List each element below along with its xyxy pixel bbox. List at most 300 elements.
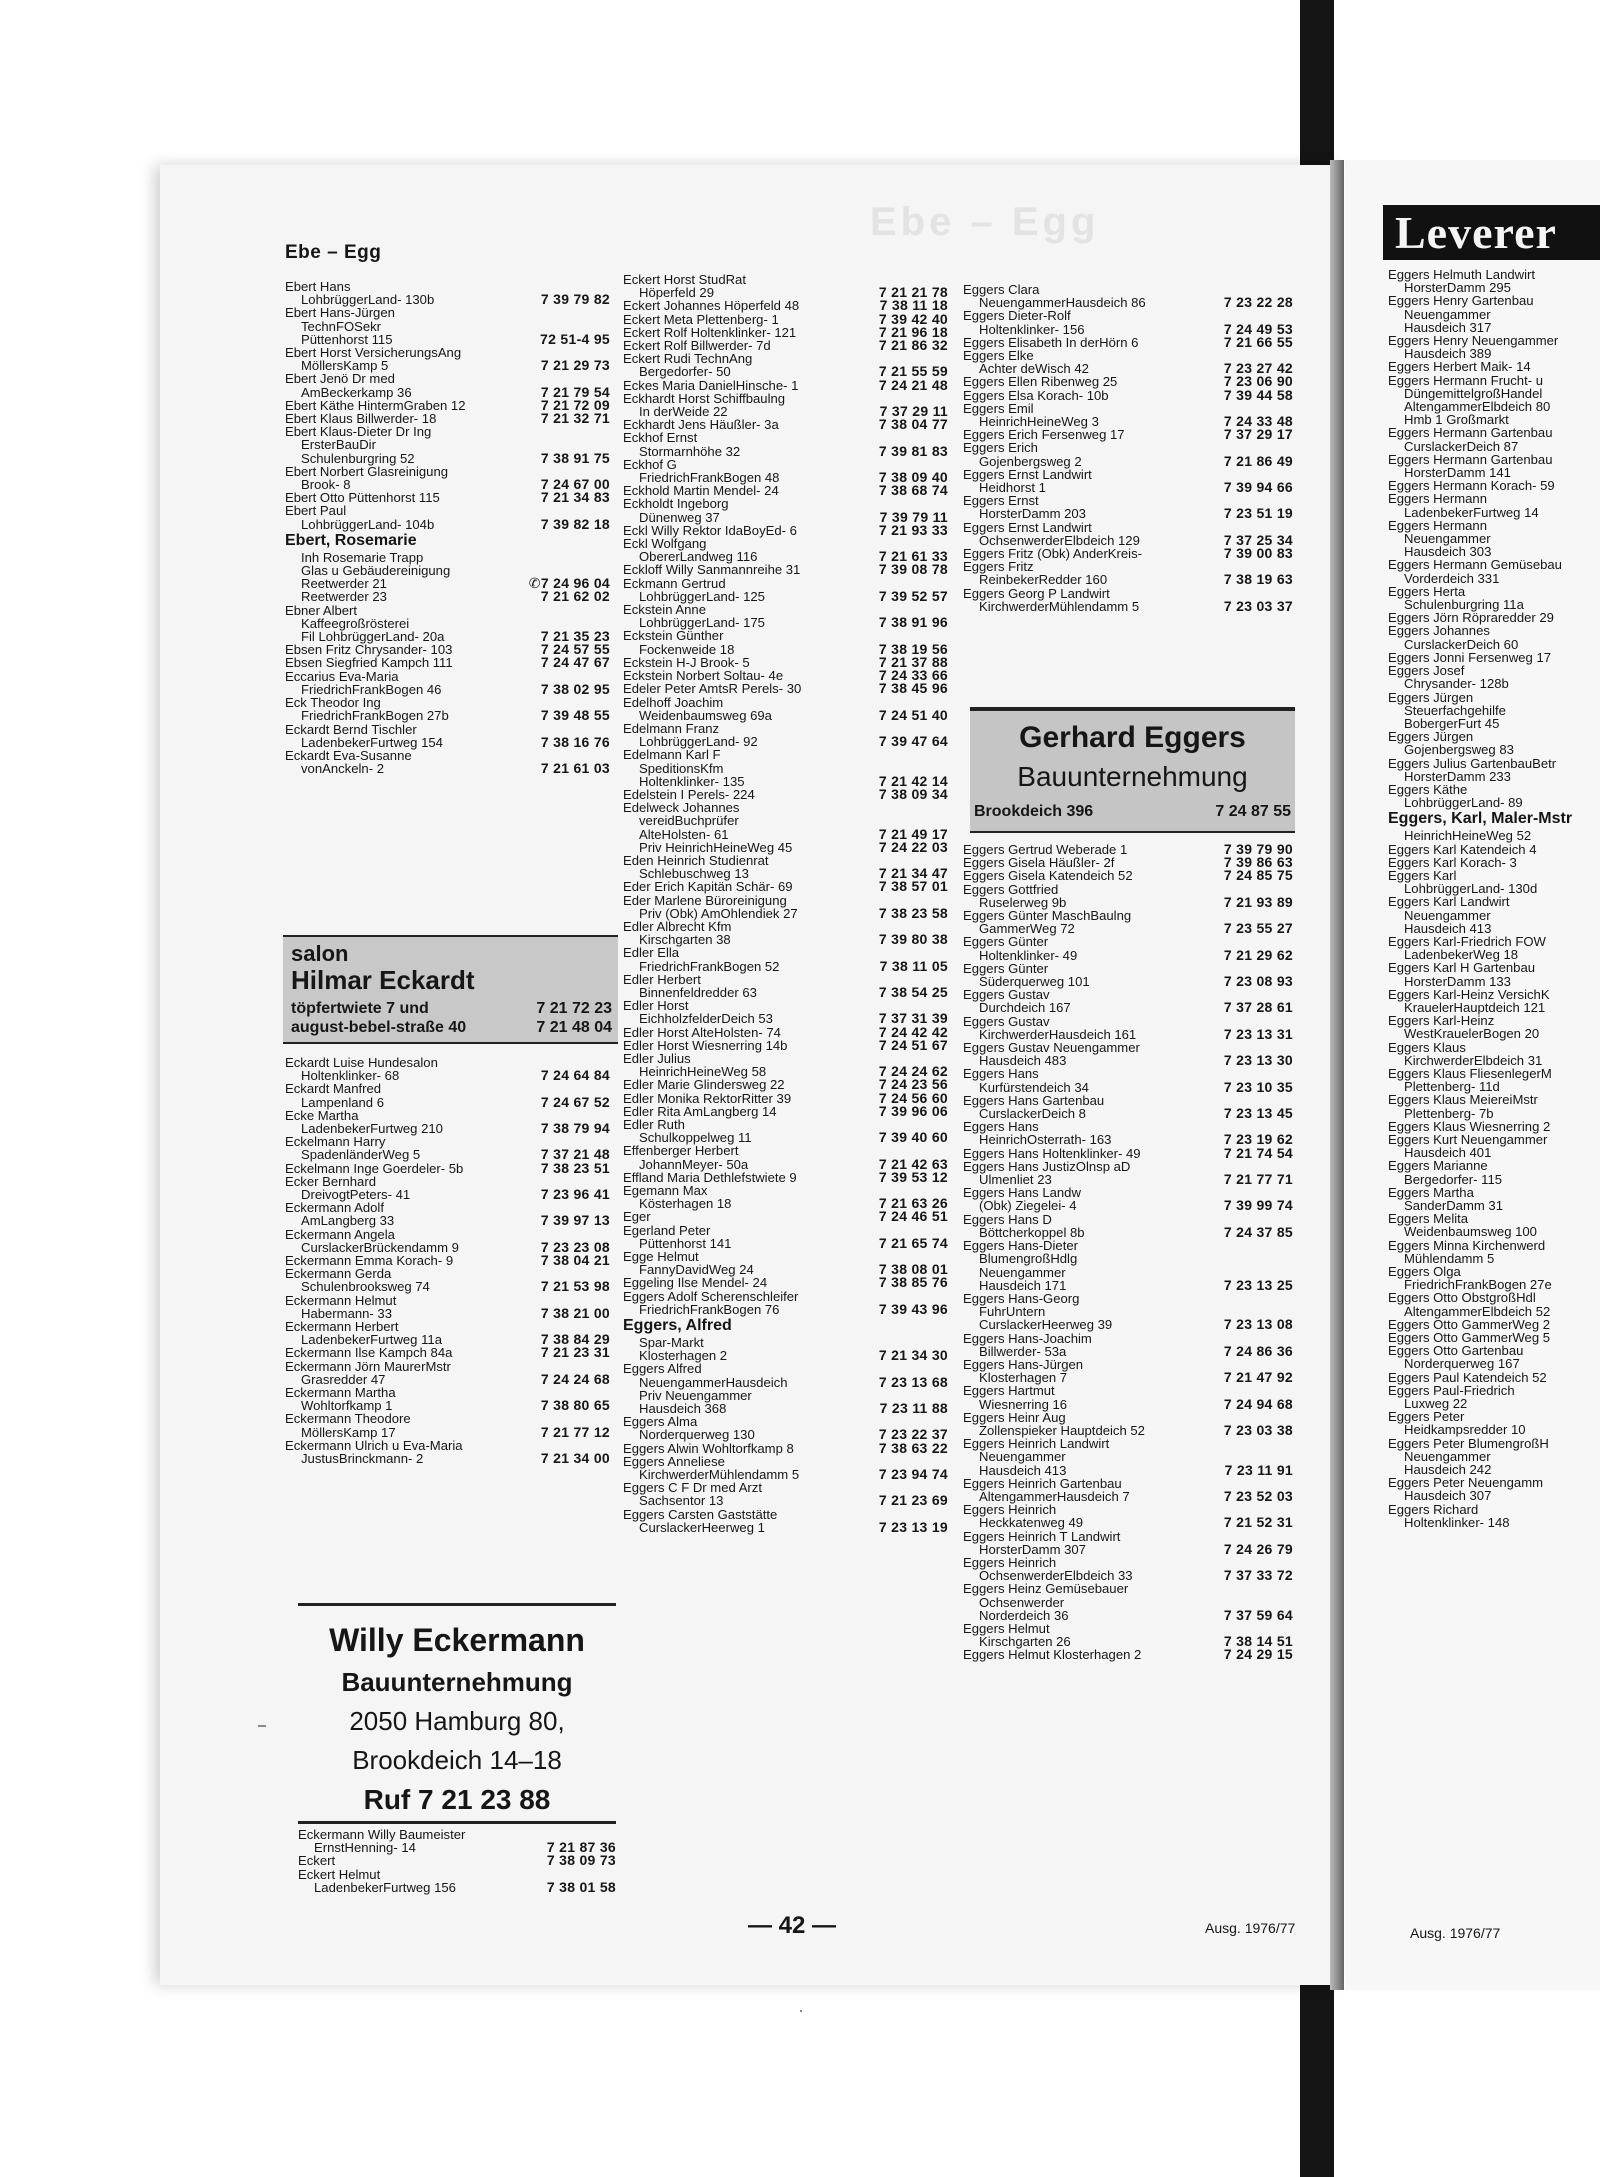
listing-text: AltengammerHausdeich 7 (979, 1488, 1130, 1504)
listing-text: Kurfürstendeich 34 (979, 1079, 1089, 1095)
phone-number: 7 39 79 82 (540, 291, 610, 308)
listing-text: Eggers Olga (1388, 1264, 1461, 1280)
listing-text: Eggers Gottfried (963, 881, 1059, 897)
listing-text: Eggers Günter MaschBaulng (963, 908, 1132, 924)
listing-text: CurslackerHeerweg 1 (639, 1519, 765, 1535)
column-3-lower (963, 843, 1293, 1662)
phone-number: 7 21 86 32 (878, 337, 948, 354)
willy-ad-city: 2050 Hamburg 80, (349, 1706, 565, 1736)
listing-text: Eggers Gustav Neuengammer (963, 1040, 1140, 1056)
listing-text: Eckert Johannes Höperfeld 48 (623, 298, 800, 314)
listing-text: LohbrüggerLand- 125 (639, 588, 765, 604)
listing-text: Eggers Clara (963, 282, 1040, 297)
listing-text: HorsterDamm 203 (979, 506, 1086, 522)
gerhard-ad-address: Brookdeich 396 (974, 803, 1094, 820)
listing-text: Gojenbergsweg 2 (979, 453, 1082, 469)
listing-text: Eggers Ernst (963, 493, 1039, 509)
listing-text: FriedrichFrankBogen 48 (639, 470, 780, 486)
phone-number: 7 38 45 96 (878, 680, 948, 697)
phone-number: 7 21 34 30 (878, 1347, 948, 1364)
phone-number: 7 39 43 96 (878, 1300, 948, 1317)
phone-number: 7 38 09 40 (878, 469, 948, 486)
phone-number: 7 24 56 60 (878, 1089, 948, 1106)
listing-text: Fil LohbrüggerLand- 20a (301, 629, 445, 645)
phone-number: 7 38 91 75 (540, 449, 610, 466)
listing-text: Durchdeich 167 (979, 1000, 1071, 1016)
listing-text: JohannMeyer- 50a (639, 1156, 749, 1172)
listing-text: In derWeide 22 (639, 404, 728, 420)
listing-text: Eggers Hans-Georg (963, 1290, 1080, 1306)
willy-ad-street: Brookdeich 14–18 (352, 1745, 562, 1775)
listing-text: Wiesnerring 16 (979, 1396, 1068, 1412)
listing-text: Schlebuschweg 13 (639, 866, 749, 882)
listing-text: SpeditionsKfm (639, 760, 724, 776)
listing-text: LohbrüggerLand- 89 (1404, 795, 1523, 811)
phone-number: 7 23 11 88 (879, 1400, 948, 1417)
phone-number: 7 21 61 33 (878, 548, 948, 565)
listing-text: Eggers Henry Gartenbau (1388, 293, 1534, 309)
page-number: — 42 — (748, 1912, 837, 1939)
listing-text: LohbrüggerLand- 104b (301, 516, 435, 532)
listing-text: Eggers Otto GammerWeg 5 (1388, 1330, 1551, 1346)
listing-text: Eckert (298, 1853, 336, 1869)
listing-text: Edelmann Karl F (623, 747, 721, 763)
phone-number: 7 23 03 37 (1223, 597, 1293, 614)
phone-number: 7 23 13 19 (878, 1518, 948, 1535)
phone-number: 72 51-4 95 (540, 330, 610, 347)
phone-number: 7 38 02 95 (540, 680, 610, 697)
phone-number: 7 38 63 22 (878, 1439, 948, 1456)
listing-text: OchsenwerderElbdeich 129 (979, 532, 1140, 548)
gerhard-ad-name: Gerhard Eggers (1019, 721, 1246, 754)
listing-text: Priv (Obk) AmOhlendiek 27 (639, 905, 798, 921)
listing-text: Holtenklinker- 135 (639, 773, 745, 789)
phone-number: 7 38 04 77 (878, 416, 948, 433)
listing-text: Eggers Minna Kirchenwerd (1388, 1237, 1546, 1253)
listing-text: Eggers Klaus Wiesnerring 2 (1388, 1118, 1551, 1134)
listing-text: Eggers Gisela Katendeich 52 (963, 868, 1133, 884)
listing-text: Eckstein Günther (623, 628, 724, 644)
listing-text: Eggers Heinr Aug (963, 1409, 1066, 1425)
listing-text: Heckkatenweg 49 (979, 1515, 1084, 1531)
phone-number: 7 39 81 83 (878, 442, 948, 459)
listing-text: Eggers Alfred (623, 1361, 702, 1377)
salon-ad-phone-1: 7 21 72 23 (536, 1000, 612, 1017)
phone-number: 7 21 29 73 (540, 357, 610, 374)
listing-text: Eggers Hermann Frucht- u (1388, 372, 1544, 388)
phone-number: 7 21 77 71 (1223, 1171, 1293, 1188)
listing-text: Hausdeich 413 (1404, 920, 1492, 936)
phone-number: 7 37 25 34 (1223, 531, 1293, 548)
phone-number: 7 24 22 03 (878, 838, 948, 855)
listing-text: Eckhardt Horst Schiffbaulng (623, 390, 786, 406)
listing-text: Holtenklinker- 156 (979, 321, 1085, 337)
listing-text: Egge Helmut (623, 1249, 699, 1265)
phone-number: 7 38 91 96 (878, 614, 948, 631)
listing-text: Eggers Josef (1388, 663, 1465, 679)
listing-text: LadenbekerFurtweg 14 (1404, 504, 1539, 520)
phone-number: 7 24 67 52 (540, 1093, 610, 1110)
listing-text: Kaffeegroßrösterei (301, 615, 410, 631)
listing-text: Eggers Karl Katendeich 4 (1388, 841, 1537, 857)
listing-text: Edelhoff Joachim (623, 694, 724, 710)
listing-text: Eggers Jürgen (1388, 689, 1474, 705)
listing-text: FriedrichFrankBogen 27e (1404, 1277, 1552, 1293)
listing-text: Eggers Anneliese (623, 1453, 725, 1469)
listing-text: Neuengammer (1404, 907, 1491, 923)
phone-number: 7 21 74 54 (1223, 1144, 1293, 1161)
phone-number: 7 21 93 89 (1223, 893, 1293, 910)
phone-number: 7 23 03 38 (1223, 1421, 1293, 1438)
salon-ad-label: salon (291, 941, 349, 966)
phone-number: 7 23 13 68 (878, 1373, 948, 1390)
listing-text: Chrysander- 128b (1404, 676, 1509, 692)
listing-text: Edler Monika RektorRitter 39 (623, 1090, 792, 1106)
listing-text: Bergedorfer- 115 (1404, 1171, 1503, 1187)
phone-number: 7 38 08 01 (878, 1261, 948, 1278)
listing-text: OchsenwerderElbdeich 33 (979, 1568, 1133, 1584)
phone-number: 7 21 29 62 (1223, 946, 1293, 963)
listing-text: Eggers Karl H Gartenbau (1388, 960, 1536, 976)
listing-text: Stormarnhöhe 32 (639, 443, 741, 459)
listing-text: Holtenklinker- 49 (979, 947, 1078, 963)
phone-number: 7 38 11 05 (879, 957, 948, 974)
column-2 (623, 273, 948, 1534)
phone-number: 7 39 82 18 (540, 515, 610, 532)
listing-text: Eckermann Gerda (285, 1266, 392, 1282)
listing-text: Eggers Otto GammerWeg 2 (1388, 1316, 1551, 1332)
listing-text: LadenbekerFurtweg 154 (301, 734, 443, 750)
listing-text: MöllersKamp 17 (301, 1424, 396, 1440)
listing-text: Neuengammer (979, 1264, 1066, 1280)
listing-text: LohbrüggerLand- 130b (301, 292, 435, 308)
phone-number: 7 24 46 51 (878, 1208, 948, 1225)
phone-number: 7 21 77 12 (540, 1423, 610, 1440)
listing-text: ReinbekerRedder 160 (979, 572, 1108, 588)
listing-text: Plettenberg- 11d (1404, 1079, 1500, 1095)
listing-text: Eggers Hermann Gartenbau (1388, 425, 1553, 441)
listing-text: LadenbekerWeg 18 (1404, 947, 1519, 963)
listing-text: Eggers Heinz Gemüsebauer (963, 1581, 1129, 1597)
listing-text: Fockenweide 18 (639, 641, 735, 657)
listing-text: Eggers Heinrich T Landwirt (963, 1528, 1121, 1544)
listing-text: Glas u Gebäudereinigung (301, 563, 451, 579)
phone-number: 7 38 57 01 (878, 878, 948, 895)
listing-text: Norderquerweg 167 (1404, 1356, 1520, 1372)
listing-text: Klosterhagen 2 (639, 1348, 728, 1364)
listing-text: Ebert Hans (285, 279, 351, 294)
phone-number: 7 39 79 90 (1223, 841, 1293, 857)
listing-text: Eggers Hermann Gartenbau (1388, 451, 1553, 467)
listing-text: Eckert Horst StudRat (623, 272, 746, 287)
phone-number: 7 21 34 47 (878, 865, 948, 882)
listing-text: Kirschgarten 38 (639, 932, 731, 948)
phone-number: 7 38 11 18 (879, 297, 948, 314)
listing-text: CurslackerHeerweg 39 (979, 1317, 1113, 1333)
listing-text: Hausdeich 368 (639, 1401, 727, 1417)
listing-text: Schulenbrooksweg 74 (301, 1279, 430, 1295)
listing-text: Eggers Melita (1388, 1211, 1469, 1227)
listing-text: Ebsen Siegfried Kampch 111 (285, 655, 453, 671)
listing-text: Mühlendamm 5 (1404, 1250, 1495, 1266)
listing-text: AmLangberg 33 (301, 1213, 395, 1229)
listing-text: Eckhof Ernst (623, 430, 698, 446)
listing-text: Lampenland 6 (301, 1094, 384, 1110)
listing-text: KirchwerderMühlendamm 5 (979, 598, 1140, 614)
phone-number: 7 21 79 54 (540, 383, 610, 400)
page-header: Ebe – Egg (285, 242, 382, 263)
listing-text: Eggers Carsten Gaststätte (623, 1506, 778, 1522)
listing-text: Eger (623, 1209, 651, 1225)
listing-text: Eggers Helmuth Landwirt (1388, 267, 1536, 282)
listing-text: Ebert Jenö Dr med (285, 371, 395, 387)
listing-text: NeuengammerHausdeich (639, 1374, 788, 1390)
phone-number: 7 23 22 37 (878, 1426, 948, 1443)
phone-number: 7 23 94 74 (878, 1466, 948, 1483)
listing-text: Edelweck Johannes (623, 800, 740, 816)
phone-number: 7 21 47 92 (1223, 1369, 1293, 1386)
listing-text: Weidenbaumsweg 100 (1404, 1224, 1537, 1240)
listing-text: Eggers Helmut (963, 1620, 1050, 1636)
phone-number: 7 21 37 88 (878, 653, 948, 670)
phone-number: 7 21 87 36 (546, 1839, 616, 1856)
listing-text: Norderquerweg 130 (639, 1427, 755, 1443)
listing-text: Ebert Norbert Glasreinigung (285, 463, 449, 479)
listing-text: (Obk) Ziegelei- 4 (979, 1198, 1077, 1214)
listing-text: Eggers Fritz (963, 559, 1034, 575)
phone-number: 7 37 29 17 (1223, 426, 1293, 443)
listing-text: ErsterBauDir (301, 437, 376, 453)
listing-text: LohbrüggerLand- 92 (639, 734, 758, 750)
column-1-middle (285, 1056, 610, 1465)
listing-text: Neuengammer (1404, 531, 1491, 547)
listing-text: Eggers Erich (963, 440, 1038, 456)
listing-text: Eggers Herbert Maik- 14 (1388, 359, 1531, 375)
page-gutter (1330, 160, 1344, 1990)
listing-text: Eggers Hermann Gemüsebau (1388, 557, 1562, 573)
phone-number: 7 39 44 58 (1223, 386, 1293, 403)
listing-text: Heidhorst 1 (979, 480, 1046, 496)
listing-text: Edler Ruth (623, 1117, 685, 1132)
listing-text: Eggers Hartmut (963, 1383, 1055, 1399)
listing-text: FriedrichFrankBogen 46 (301, 681, 442, 697)
phone-number: 7 21 62 02 (540, 588, 610, 605)
phone-number: 7 37 28 61 (1223, 999, 1293, 1016)
listing-text: Eggers Jonni Fersenweg 17 (1388, 649, 1552, 665)
listing-text: FuhrUntern (979, 1304, 1046, 1320)
listing-text: Eggers Hans Holtenklinker- 49 (963, 1145, 1141, 1161)
listing-text: ObererLandweg 116 (639, 549, 758, 565)
listing-text: Eggers Hans-Jürgen (963, 1356, 1084, 1372)
listing-text: Eckermann Angela (285, 1226, 395, 1242)
listing-text: KrauelerHauptdeich 121 (1404, 999, 1546, 1015)
listing-text: LadenbekerFurtweg 210 (301, 1121, 443, 1137)
listing-text: SpadenländerWeg 5 (301, 1147, 421, 1163)
listing-entry (963, 1648, 1293, 1661)
phone-number: 7 24 23 56 (878, 1076, 948, 1093)
willy-ad-business: Bauunternehmung (341, 1667, 573, 1697)
willy-ad-phone: Ruf 7 21 23 88 (363, 1784, 551, 1815)
listing-text: Hmb 1 Großmarkt (1404, 412, 1509, 428)
phone-number: 7 23 10 35 (1223, 1078, 1293, 1095)
listing-text: Eckert Rolf Holtenklinker- 121 (623, 324, 797, 340)
listing-text: Schulkoppelweg 11 (639, 1130, 752, 1146)
listing-text: Eckhof G (623, 456, 677, 472)
listing-text: Eggers Hans-Dieter (963, 1238, 1078, 1254)
listing-text: Eggeling Ilse Mendel- 24 (623, 1275, 768, 1291)
listing-text: Eckermann Willy Baumeister (298, 1827, 466, 1842)
listing-text: Eckermann Ilse Kampch 84a (285, 1345, 453, 1361)
phone-number: 7 24 51 67 (878, 1036, 948, 1053)
listing-text: Eckermann Martha (285, 1385, 396, 1401)
phone-number: 7 39 94 66 (1223, 479, 1293, 496)
listing-text: Eckhardt Jens Häußler- 3a (623, 417, 779, 433)
listing-text: GammerWeg 72 (979, 921, 1075, 937)
listing-text: KirchwerderHausdeich 161 (979, 1026, 1137, 1042)
phone-number: 7 39 99 74 (1223, 1197, 1293, 1214)
listing-text: Ebert Klaus-Dieter Dr Ing (285, 424, 432, 440)
listing-text: Wohltorfkamp 1 (301, 1398, 393, 1414)
listing-text: Billwerder- 53a (979, 1343, 1067, 1359)
phone-number: 7 23 52 03 (1223, 1487, 1293, 1504)
phone-number: 7 21 63 26 (878, 1195, 948, 1212)
listing-text: HeinrichHeineWeg 52 (1404, 828, 1532, 844)
listing-text: Edler Marie Glindersweg 22 (623, 1077, 785, 1093)
phone-number: 7 21 35 23 (540, 628, 610, 645)
listing-text: Eggers Gustav (963, 1013, 1050, 1029)
listing-text: Neuengammer (979, 1449, 1066, 1465)
phone-number: 7 38 16 76 (540, 733, 610, 750)
listing-detail (963, 597, 1293, 614)
listing-text: KirchwerderMühlendamm 5 (639, 1467, 800, 1483)
phone-number: 7 24 51 40 (878, 706, 948, 723)
phone-number: 7 39 53 12 (878, 1168, 948, 1185)
listing-text: Eggers Johannes (1388, 623, 1490, 639)
phone-number: 7 38 19 56 (878, 640, 948, 657)
listing-text: Klosterhagen 7 (979, 1370, 1068, 1386)
listing-text: Eckermann Ulrich u Eva-Maria (285, 1437, 463, 1453)
listing-text: Eder Erich Kapitän Schär- 69 (623, 879, 793, 895)
column-3 (963, 283, 1293, 613)
listing-text: Eckhold Martin Mendel- 24 (623, 483, 779, 499)
listing-text: Hausdeich 171 (979, 1277, 1067, 1293)
listing-text: Eggers Klaus (1388, 1039, 1466, 1055)
phone-number: 7 24 47 67 (540, 654, 610, 671)
listing-text: Hausdeich 317 (1404, 319, 1492, 335)
phone-number: 7 39 00 83 (1223, 545, 1293, 562)
phone-number: 7 24 42 42 (878, 1023, 948, 1040)
listing-text: Heidkampsredder 10 (1404, 1422, 1526, 1438)
phone-number: 7 23 96 41 (540, 1186, 610, 1203)
scan-speck (800, 2010, 802, 2012)
listing-text: Eggers Karl Landwirt (1388, 894, 1510, 910)
listing-text: Eckes Maria DanielHinsche- 1 (623, 377, 799, 393)
phone-number: 7 38 80 65 (540, 1397, 610, 1414)
listing-text: Weidenbaumsweg 69a (639, 707, 772, 723)
phone-number: 7 24 29 15 (1223, 1646, 1293, 1663)
listing-text: Eggers Karl-Heinz (1388, 1013, 1495, 1029)
listing-text: AlteHolsten- 61 (639, 826, 729, 842)
listing-text: Eggers Peter (1388, 1409, 1465, 1425)
listing-text: Eggers Karl Korach- 3 (1388, 854, 1517, 870)
listing-text: CurslackerDeich 60 (1404, 636, 1519, 652)
listing-text: Eggers, Alfred (623, 1317, 732, 1335)
phone-number: 7 21 42 14 (878, 772, 948, 789)
listing-text: Eggers Richard (1388, 1501, 1479, 1517)
phone-number: 7 39 80 38 (878, 931, 948, 948)
listing-text: Eckholdt Ingeborg (623, 496, 729, 512)
listing-heading (1388, 809, 1600, 829)
listing-text: Eckermann Jörn MaurerMstr (285, 1358, 451, 1374)
phone-number: 7 37 31 39 (878, 1010, 948, 1027)
phone-number: 7 38 19 63 (1223, 571, 1293, 588)
phone-number: 7 23 27 42 (1223, 360, 1293, 377)
phone-number: 7 23 13 45 (1223, 1105, 1293, 1122)
listing-text: Eggers Hans Gartenbau (963, 1092, 1105, 1108)
listing-text: Edelmann Franz (623, 720, 720, 736)
listing-text: Ulmenliet 23 (979, 1172, 1052, 1188)
listing-text: Eggers Hans D (963, 1211, 1052, 1227)
listing-text: Eggers Peter BlumengroßH (1388, 1435, 1549, 1451)
listing-text: Ebert Otto Püttenhorst 115 (285, 490, 440, 506)
phone-number: 7 39 42 40 (878, 310, 948, 327)
listing-text: Eggers Julius GartenbauBetr (1388, 755, 1557, 771)
phone-number: 7 38 04 21 (540, 1252, 610, 1269)
listing-text: Eggers Georg P Landwirt (963, 585, 1110, 601)
phone-number: 7 21 42 63 (878, 1155, 948, 1172)
listing-text: Eggers Helmut Klosterhagen 2 (963, 1647, 1142, 1663)
phone-number: 7 23 13 31 (1223, 1025, 1293, 1042)
listing-text: DreivogtPeters- 41 (301, 1187, 411, 1203)
listing-text: EichholzfelderDeich 53 (639, 1011, 773, 1027)
phone-number: 7 21 49 17 (878, 825, 948, 842)
listing-text: Plettenberg- 7b (1404, 1105, 1494, 1121)
listing-detail (285, 515, 610, 532)
listing-text: Reetwerder 23 (301, 589, 387, 605)
gerhard-ad-phone: 7 24 87 55 (1215, 803, 1291, 820)
listing-text: Hausdeich 307 (1404, 1488, 1492, 1504)
phone-number: 7 39 86 63 (1223, 854, 1293, 871)
listing-text: Luxweg 22 (1404, 1396, 1468, 1412)
listing-text: AmBeckerkamp 36 (301, 384, 412, 400)
phone-number: 7 21 34 83 (540, 489, 610, 506)
phone-number: 7 23 55 27 (1223, 920, 1293, 937)
listing-text: Eggers Hans (963, 1119, 1039, 1135)
listing-text: Zollenspieker Hauptdeich 52 (979, 1422, 1145, 1438)
listing-text: Bergedorfer- 50 (639, 364, 731, 380)
listing-text: Ebert, Rosemarie (285, 531, 417, 549)
listing-text: Eggers Jürgen (1388, 729, 1474, 745)
listing-text: Vorderdeich 331 (1404, 570, 1500, 586)
listing-text: Effenberger Herbert (623, 1143, 739, 1159)
listing-text: Eckermann Adolf (285, 1200, 384, 1216)
column-4-right-page (1388, 268, 1600, 1529)
listing-text: Edler Herbert (623, 971, 701, 987)
listing-text: Eggers Klaus FliesenlegerM (1388, 1065, 1552, 1081)
listing-text: HorsterDamm 133 (1404, 973, 1511, 989)
listing-text: LadenbekerFurtweg 156 (314, 1879, 456, 1895)
listing-text: Eggers Elke (963, 348, 1034, 364)
listing-text: AltengammerElbdeich 52 (1404, 1303, 1551, 1319)
listing-text: Edler Julius (623, 1050, 691, 1066)
listing-text: Eggers Hans JustizOlnsp aD (963, 1158, 1131, 1174)
listing-text: Eggers Alma (623, 1414, 698, 1430)
listing-text: Eggers Marianne (1388, 1158, 1488, 1174)
listing-text: Norderdeich 36 (979, 1607, 1069, 1623)
phone-number: 7 24 85 75 (1223, 867, 1293, 884)
phone-number: 7 21 52 31 (1223, 1514, 1293, 1531)
listing-text: Eggers Käthe (1388, 781, 1468, 797)
